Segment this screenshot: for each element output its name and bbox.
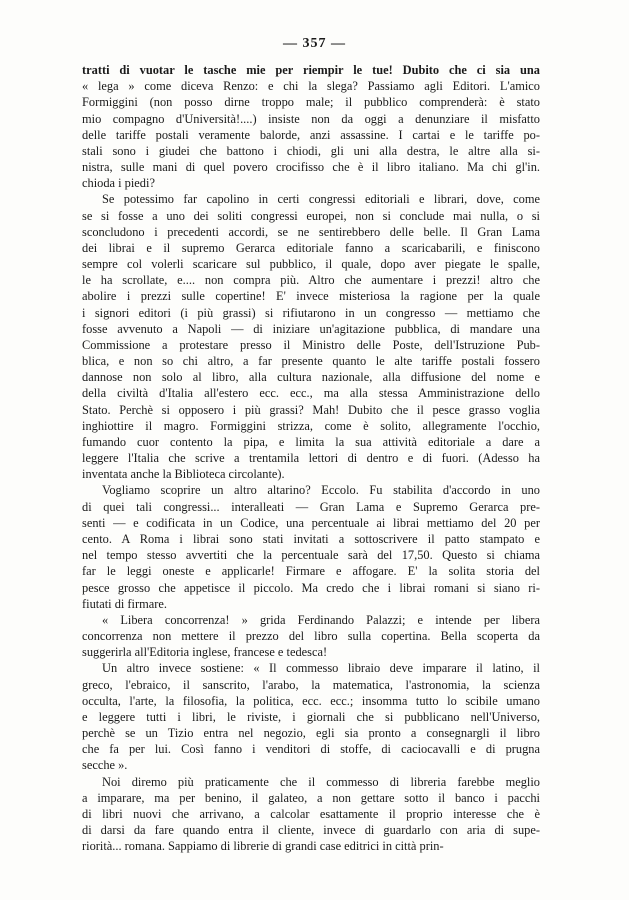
text-line: nel tempo stesso avvertiti che la percentuale sarà del 17,50. Questo si chiama	[82, 548, 540, 563]
text-line: di darsi da fare quando entra il cliente, invece di guardarlo con aria di supe-	[82, 823, 540, 838]
text-line: riorità... romana. Sappiamo di librerie di grandi case editrici in città prin-	[82, 839, 444, 854]
text-line: fiutati di firmare.	[82, 596, 167, 611]
text-line: leggere l'Italia che scrive a trentamila lettori di dentro e di fuori. (Adesso ha	[82, 451, 540, 466]
text-line: dannose non solo al libro, alla cultura nazionale, alla diffusione del nome e	[82, 370, 540, 385]
text-line: e leggere tutti i libri, le riviste, i giornali che si pubblicano nell'Universo,	[82, 709, 540, 724]
text-line: suggerirla all'Editoria inglese, francese e tedesca!	[82, 645, 328, 660]
text-line: Se potessimo far capolino in certi congressi editoriali e librari, dove, come	[102, 192, 540, 207]
text-line: nistra, sulle mani di quel povero crocifisso che è il libro italiano. Ma chi gl'in.	[82, 160, 540, 175]
text-line: sconcludono i precedenti accordi, se ne sentirebbero delle belle. Il Gran Lama	[82, 224, 540, 239]
text-line: blica, e non so chi altro, a far presente quanto le alte tariffe postali fossero	[82, 354, 540, 369]
text-line: se si fosse a uno dei soliti congressi europei, non si conclude mai nulla, o si	[82, 208, 540, 223]
text-line: a imparare, ma per benino, il galateo, a non gettare sotto il banco i pacchi	[82, 790, 540, 805]
text-line: le ha scrollate, e.... non compra più. Altro che aumentare i prezzi! altro che	[82, 273, 540, 288]
text-line: delle tariffe postali veramente balorde, anzi assassine. I cartai e le tariffe po-	[82, 127, 540, 142]
text-line: sempre col volerli scaricare sul pubblico, il quale, dopo aver piegate le spalle,	[82, 257, 540, 272]
text-line: secche ».	[82, 758, 128, 773]
text-line: di quei tali congressi... interalleati — Gran Lama e Supremo Gerarca pre-	[82, 499, 540, 514]
text-line: Vogliamo scoprire un altro altarino? Eccolo. Fu stabilita d'accordo in uno	[102, 483, 540, 498]
text-line: Stato. Perchè si opposero i più grassi? Mah! Dubito che il pesce grasso voglia	[82, 402, 540, 417]
text-line: di libri nuovi che arrivano, a calcolar esattamente il proprio interesse che è	[82, 806, 540, 821]
text-line: i signori editori (i più grassi) si rifiutarono in un congresso — mettiamo che	[82, 305, 540, 320]
text-line: tratti di vuotar le tasche mie per riempir le tue! Dubito che ci sia una	[82, 63, 540, 77]
text-line: concorrenza non mettere il prezzo del libro sulla copertina. Bella scoperta da	[82, 629, 540, 644]
text-line: « lega » come diceva Renzo: e chi la slega? Passiamo agli Editori. L'amico	[82, 79, 540, 94]
text-line: fosse avvenuto a Napoli — di iniziare un'agitazione pubblica, di mandare una	[82, 321, 540, 336]
text-line: dei librai e il supremo Gerarca editoriale fanno a scaricabarili, e finiscono	[82, 240, 540, 255]
paragraph	[82, 62, 540, 191]
text-line: chioda i piedi?	[82, 176, 155, 191]
body-text	[82, 62, 540, 854]
text-line: Noi diremo più praticamente che il commesso di libreria farebbe meglio	[102, 774, 540, 789]
paragraph	[82, 482, 540, 611]
text-line: inghiottire il magro. Formiggini strizza, come è solito, allegramente l'occhio,	[82, 418, 540, 433]
text-line: abolire i prezzi sulle copertine! E' invece misteriosa la ragione per la quale	[82, 289, 540, 304]
text-line: mio compagno d'Università!....) insiste non da oggi a denunziare il misfatto	[82, 111, 540, 126]
text-line: stali sono i giudei che battono i chiodi, gli uni alla destra, le altre alla si-	[82, 143, 540, 158]
text-line: « Libera concorrenza! » grida Ferdinando Palazzi; e intende per libera	[102, 612, 540, 627]
paragraph	[82, 612, 540, 661]
text-line: perchè se un Tizio entra nel negozio, egli sia pronto a consegnargli il libro	[82, 726, 540, 741]
text-line: cento. A Roma i librai sono stati invitati a sottoscrivere il patto stampato e	[82, 531, 540, 546]
text-line: inventata anche la Biblioteca circolante).	[82, 467, 285, 482]
text-line: della civiltà d'Italia all'estero ecc. ecc., ma alla stessa Amministrazione dello	[82, 386, 540, 401]
text-line: far le leggi oneste e applicarle! Firmare e affogare. E' la solita storia del	[82, 564, 540, 579]
text-line: Un altro invece sostiene: « Il commesso libraio deve imparare il latino, il	[102, 661, 540, 676]
paragraph	[82, 191, 540, 482]
text-line: che fa per lui. Così fanno i venditori di stoffe, di caciocavalli e di prugna	[82, 742, 540, 757]
text-line: greco, l'ebraico, il sanscrito, l'arabo, la matematica, l'astronomia, la scienza	[82, 677, 540, 692]
text-line: pesce grosso che appetisce il piccolo. Ma credo che i librai romani si siano ri-	[82, 580, 540, 595]
text-line: senti — e codificata in un Codice, una percentuale ai librai mettiamo del 20 per	[82, 515, 540, 530]
text-line: Formiggini (non posso dirne troppo male; il pubblico comprenderà: è stato	[82, 95, 540, 110]
text-line: Commissione a protestare presso il Ministro delle Poste, dell'Istruzione Pub-	[82, 337, 540, 352]
paragraph	[82, 660, 540, 773]
page-number: — 357 —	[283, 36, 346, 51]
text-line: fumando cuor contento la pipa, e limita la sua attività editoriale a dare a	[82, 434, 540, 449]
text-line: occulta, l'arte, la filosofia, la politica, ecc. ecc.; insomma tutto lo scibile umano	[82, 693, 540, 708]
paragraph	[82, 774, 540, 855]
